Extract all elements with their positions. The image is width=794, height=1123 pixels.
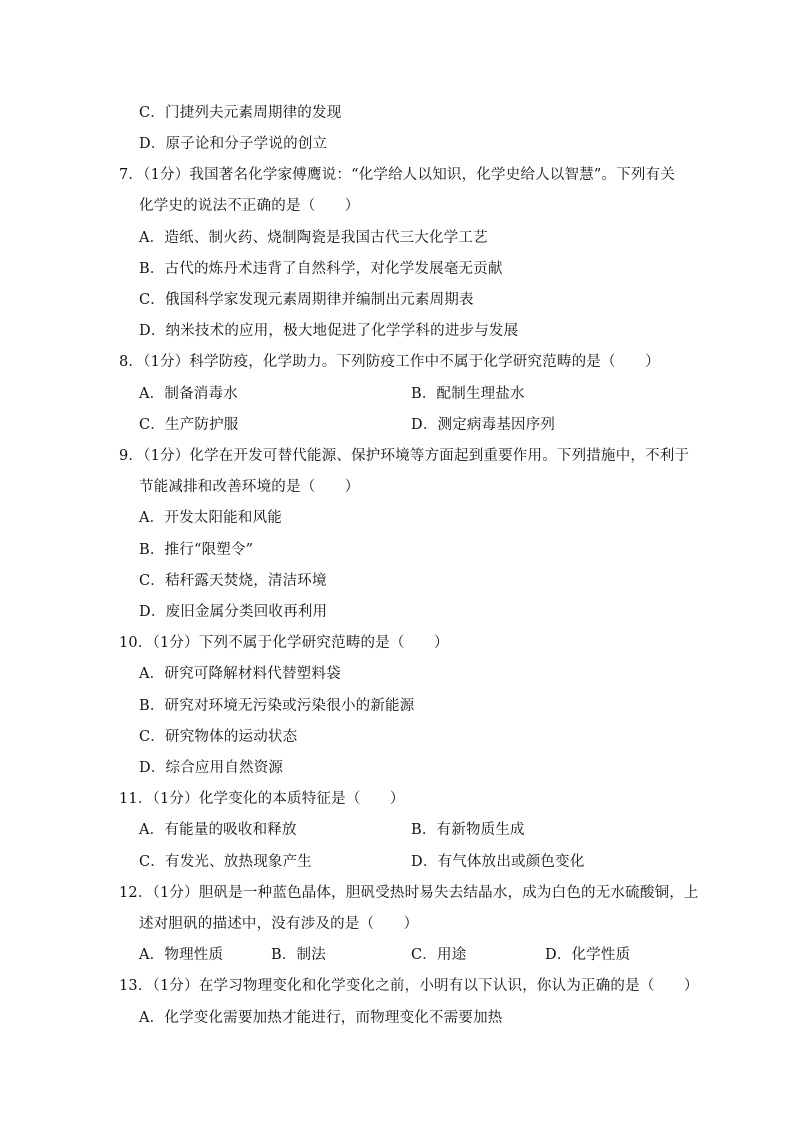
option-c: C．俄国科学家发现元素周期律并编制出元素周期表 [139,292,474,308]
option-b: B．配制生理盐水 [411,386,525,402]
question-7-continued: 化学史的说法不正确的是（ ） [139,198,360,214]
option-a: A．造纸、制火药、烧制陶瓷是我国古代三大化学工艺 [139,230,488,246]
option-a: A．研究可降解材料代替塑料袋 [139,666,341,682]
option-d: D．化学性质 [545,947,631,963]
option-a: A．化学变化需要加热才能进行，而物理变化不需要加热 [139,1010,503,1026]
option-c: C．用途 [411,947,467,963]
option-b: B．推行“限塑令” [139,542,254,558]
option-d: D．原子论和分子学说的创立 [139,136,328,152]
question-9-continued: 节能减排和改善环境的是（ ） [139,479,360,495]
question-9: 9．（1分）化学在开发可替代能源、保护环境等方面起到重要作用。下列措施中，不利于 [119,448,690,464]
question-11: 11．（1分）化学变化的本质特征是（ ） [119,791,405,807]
option-b: B．制法 [271,947,326,963]
question-7: 7．（1分）我国著名化学家傅鹰说：“化学给人以知识，化学史给人以智慧”。下列有关 [119,167,676,183]
question-12-continued: 述对胆矾的描述中，没有涉及的是（ ） [139,916,419,932]
option-c: C．秸秆露天焚烧，清洁环境 [139,573,327,589]
question-10: 10．（1分）下列不属于化学研究范畴的是（ ） [119,635,449,651]
question-8: 8．（1分）科学防疫，化学助力。下列防疫工作中不属于化学研究范畴的是（ ） [119,354,660,370]
option-c: C．门捷列夫元素周期律的发现 [139,105,342,121]
option-a: A．物理性质 [139,947,224,963]
question-12: 12．（1分）胆矾是一种蓝色晶体，胆矾受热时易失去结晶水，成为白色的无水硫酸铜，上 [119,885,699,901]
option-d: D．测定病毒基因序列 [411,417,556,433]
option-a: A．有能量的吸收和释放 [139,822,297,838]
option-b: B．有新物质生成 [411,822,525,838]
option-c: C．研究物体的运动状态 [139,729,298,745]
option-d: D．有气体放出或颜色变化 [411,854,585,870]
option-b: B．研究对环境无污染或污染很小的新能源 [139,698,415,714]
option-c: C．有发光、放热现象产生 [139,854,312,870]
option-d: D．废旧金属分类回收再利用 [139,604,328,620]
option-d: D．纳米技术的应用，极大地促进了化学学科的进步与发展 [139,323,519,339]
option-d: D．综合应用自然资源 [139,760,284,776]
question-13: 13．（1分）在学习物理变化和化学变化之前，小明有以下认识，你认为正确的是（ ） [119,978,699,994]
option-a: A．开发太阳能和风能 [139,510,282,526]
option-c: C．生产防护服 [139,417,239,433]
option-b: B．古代的炼丹术违背了自然科学，对化学发展毫无贡献 [139,261,503,277]
option-a: A．制备消毒水 [139,386,238,402]
